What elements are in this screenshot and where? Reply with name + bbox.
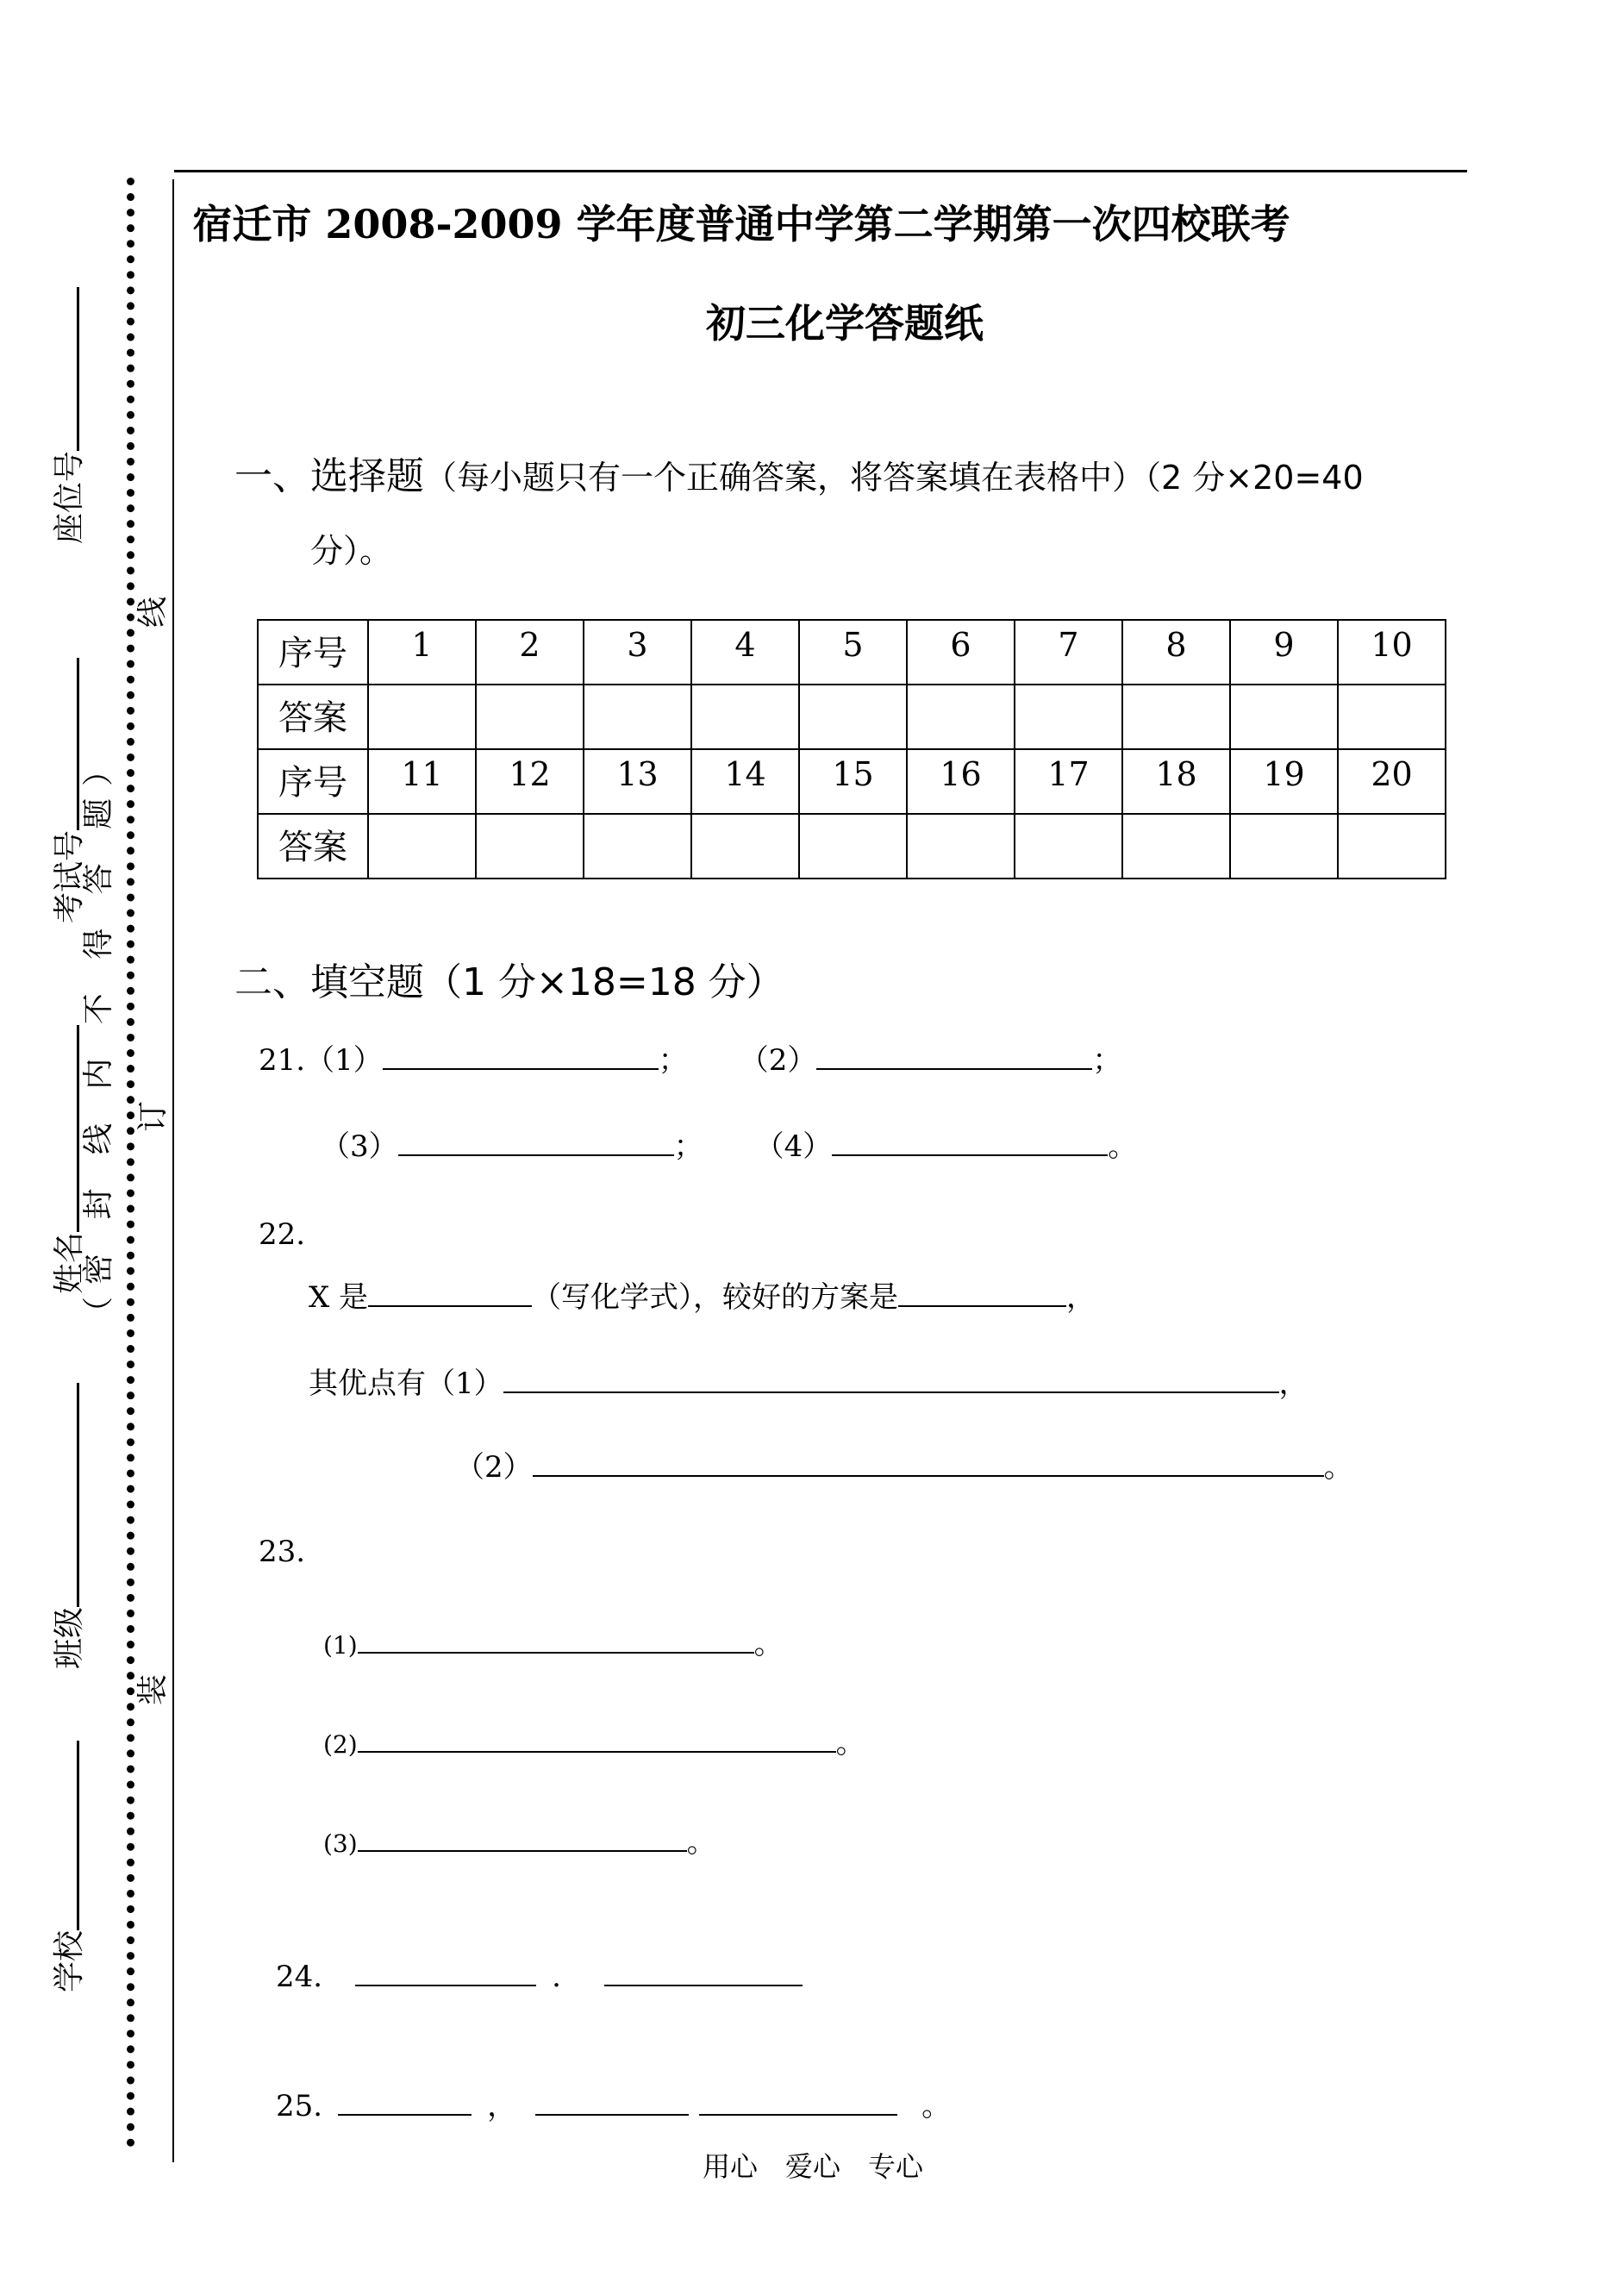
answer-cell[interactable]	[799, 685, 907, 749]
q24-line	[276, 1955, 803, 1996]
q22-comma: ，	[1066, 1280, 1096, 1315]
answer-cell[interactable]	[1230, 814, 1338, 879]
binding-dotted-line	[127, 178, 134, 2148]
q21-part3-blank[interactable]	[398, 1125, 674, 1156]
seat-number-field	[51, 303, 87, 544]
question-number: 1	[368, 620, 476, 685]
q21-sep1: ；	[658, 1043, 688, 1078]
q21-end: 。	[1108, 1129, 1138, 1164]
q22-line2	[309, 1362, 1309, 1403]
question-number: 12	[476, 749, 584, 814]
q22-line3	[455, 1446, 1353, 1486]
section2-heading: 二、填空题（1 分×18=18 分）	[234, 960, 784, 1004]
q24-blank1[interactable]	[355, 1955, 536, 1986]
answer-cell[interactable]	[1230, 685, 1338, 749]
q23-part3-blank[interactable]	[358, 1821, 687, 1852]
q22-adv-comma: ，	[1278, 1366, 1309, 1401]
answer-cell[interactable]	[691, 685, 799, 749]
q21-part2-label: （2）	[739, 1043, 817, 1078]
answer-cell[interactable]	[584, 685, 691, 749]
binding-char-staple: 订	[135, 1101, 171, 1133]
q25-sep: ，	[487, 2089, 517, 2123]
row-label-number: 序号	[258, 620, 368, 685]
answer-cell[interactable]	[1338, 685, 1446, 749]
class-field	[51, 1376, 87, 1669]
binding-solid-line	[172, 179, 174, 2162]
answer-cell[interactable]	[1015, 685, 1122, 749]
answer-cell[interactable]	[1122, 685, 1230, 749]
seat-number-blank[interactable]	[51, 287, 79, 451]
q23-part2-blank[interactable]	[358, 1722, 836, 1753]
row-label-number: 序号	[258, 749, 368, 814]
q23-part1-label: (1)	[323, 1631, 358, 1660]
q23-end1: 。	[753, 1627, 784, 1661]
section1-header	[234, 453, 1364, 502]
q22-x-label: X 是	[309, 1280, 369, 1315]
section1-heading: 一、选择题	[234, 454, 424, 498]
question-number: 11	[368, 749, 476, 814]
table-row	[258, 685, 1446, 749]
answer-cell[interactable]	[476, 685, 584, 749]
q24-sep: .	[552, 1960, 561, 1994]
q23-part1-blank[interactable]	[358, 1623, 754, 1654]
answer-cell[interactable]	[1015, 814, 1122, 879]
question-number: 15	[799, 749, 907, 814]
q25-number: 25.	[276, 2089, 323, 2123]
school-label: 学校	[52, 1929, 87, 1992]
row-label-answer: 答案	[258, 814, 368, 879]
q21-line1	[259, 1039, 1121, 1079]
page-subtitle: 初三化学答题纸	[706, 300, 984, 347]
seal-line-notice: （密 封 线 内 不 得 答 题）	[81, 742, 116, 1328]
class-label: 班级	[52, 1606, 87, 1669]
question-number: 13	[584, 749, 691, 814]
section1-note: （每小题只有一个正确答案，将答案填在表格中）（2 分×20=40	[424, 459, 1364, 497]
q22-part2-label: （2）	[455, 1450, 533, 1485]
q23-line1	[323, 1623, 784, 1665]
q22-formula-blank[interactable]	[368, 1276, 532, 1307]
question-number: 18	[1122, 749, 1230, 814]
q21-sep2: ；	[1092, 1043, 1122, 1078]
q23-part2-label: (2)	[323, 1730, 358, 1759]
q22-line1	[309, 1276, 1096, 1316]
question-number: 19	[1230, 749, 1338, 814]
question-number: 14	[691, 749, 799, 814]
answer-cell[interactable]	[368, 685, 476, 749]
question-number: 9	[1230, 620, 1338, 685]
exam-number-blank[interactable]	[51, 658, 79, 830]
page-footer: 用心 爱心 专心	[703, 2150, 924, 2183]
q24-blank2[interactable]	[604, 1955, 803, 1986]
q22-formula-note: （写化学式），较好的方案是	[532, 1280, 899, 1315]
answer-cell[interactable]	[907, 685, 1015, 749]
question-number: 4	[691, 620, 799, 685]
question-number: 10	[1338, 620, 1446, 685]
table-row	[258, 749, 1446, 814]
row-label-answer: 答案	[258, 685, 368, 749]
q25-blank2[interactable]	[535, 2085, 689, 2116]
answer-cell[interactable]	[584, 814, 691, 879]
q21-number: 21.	[259, 1043, 306, 1078]
q22-number: 22.	[259, 1217, 306, 1252]
question-number: 20	[1338, 749, 1446, 814]
question-number: 16	[907, 749, 1015, 814]
table-row	[258, 814, 1446, 879]
name-blank[interactable]	[51, 1025, 79, 1232]
q21-part1-blank[interactable]	[383, 1039, 659, 1070]
exam-number-label: 考试号	[52, 829, 87, 923]
q22-advantage1-blank[interactable]	[503, 1362, 1279, 1393]
q21-sep3: ；	[673, 1129, 703, 1164]
page-title: 宿迁市 2008-2009 学年度普通中学第二学期第一次四校联考	[192, 201, 1290, 247]
binding-char-line: 线	[135, 597, 171, 628]
answer-table	[257, 619, 1446, 879]
q23-line3	[323, 1821, 716, 1863]
name-label: 姓名	[52, 1231, 87, 1294]
question-number: 3	[584, 620, 691, 685]
q22-plan-blank[interactable]	[898, 1276, 1066, 1307]
q23-line2	[323, 1722, 865, 1764]
question-number: 7	[1015, 620, 1122, 685]
q22-advantage-label: 其优点有（1）	[309, 1366, 503, 1401]
answer-cell[interactable]	[368, 814, 476, 879]
answer-cell[interactable]	[1122, 814, 1230, 879]
answer-cell[interactable]	[1338, 814, 1446, 879]
q23-end2: 。	[835, 1726, 865, 1760]
q21-line2	[321, 1125, 1137, 1166]
answer-cell[interactable]	[691, 814, 799, 879]
answer-cell[interactable]	[476, 814, 584, 879]
binding-char-bind: 装	[135, 1674, 171, 1706]
q25-end: 。	[921, 2089, 952, 2123]
q21-part3-label: （3）	[321, 1129, 398, 1164]
q22-end: 。	[1323, 1450, 1353, 1485]
school-blank[interactable]	[51, 1741, 79, 1930]
q23-part3-label: (3)	[323, 1829, 358, 1858]
seat-number-label: 座位号	[52, 450, 87, 544]
school-field	[51, 1734, 87, 1992]
table-row	[258, 620, 1446, 685]
answer-cell[interactable]	[907, 814, 1015, 879]
q23-number: 23.	[259, 1535, 306, 1569]
section1-note-cont: 分）。	[310, 532, 393, 570]
q21-part4-label: （4）	[754, 1129, 833, 1164]
q21-part2-blank[interactable]	[816, 1039, 1092, 1070]
question-number: 5	[799, 620, 907, 685]
q24-number: 24.	[276, 1960, 323, 1994]
question-number: 17	[1015, 749, 1122, 814]
q25-blank1[interactable]	[338, 2085, 472, 2116]
header-rule	[174, 170, 1467, 172]
q25-line	[276, 2085, 951, 2125]
q22-advantage2-blank[interactable]	[533, 1446, 1324, 1477]
class-blank[interactable]	[51, 1383, 79, 1607]
question-number: 8	[1122, 620, 1230, 685]
q21-part1-label: （1）	[305, 1043, 383, 1078]
question-number: 6	[907, 620, 1015, 685]
answer-cell[interactable]	[799, 814, 907, 879]
q25-blank3[interactable]	[699, 2085, 897, 2116]
question-number: 2	[476, 620, 584, 685]
q21-part4-blank[interactable]	[832, 1125, 1108, 1156]
q23-end3: 。	[686, 1825, 716, 1860]
